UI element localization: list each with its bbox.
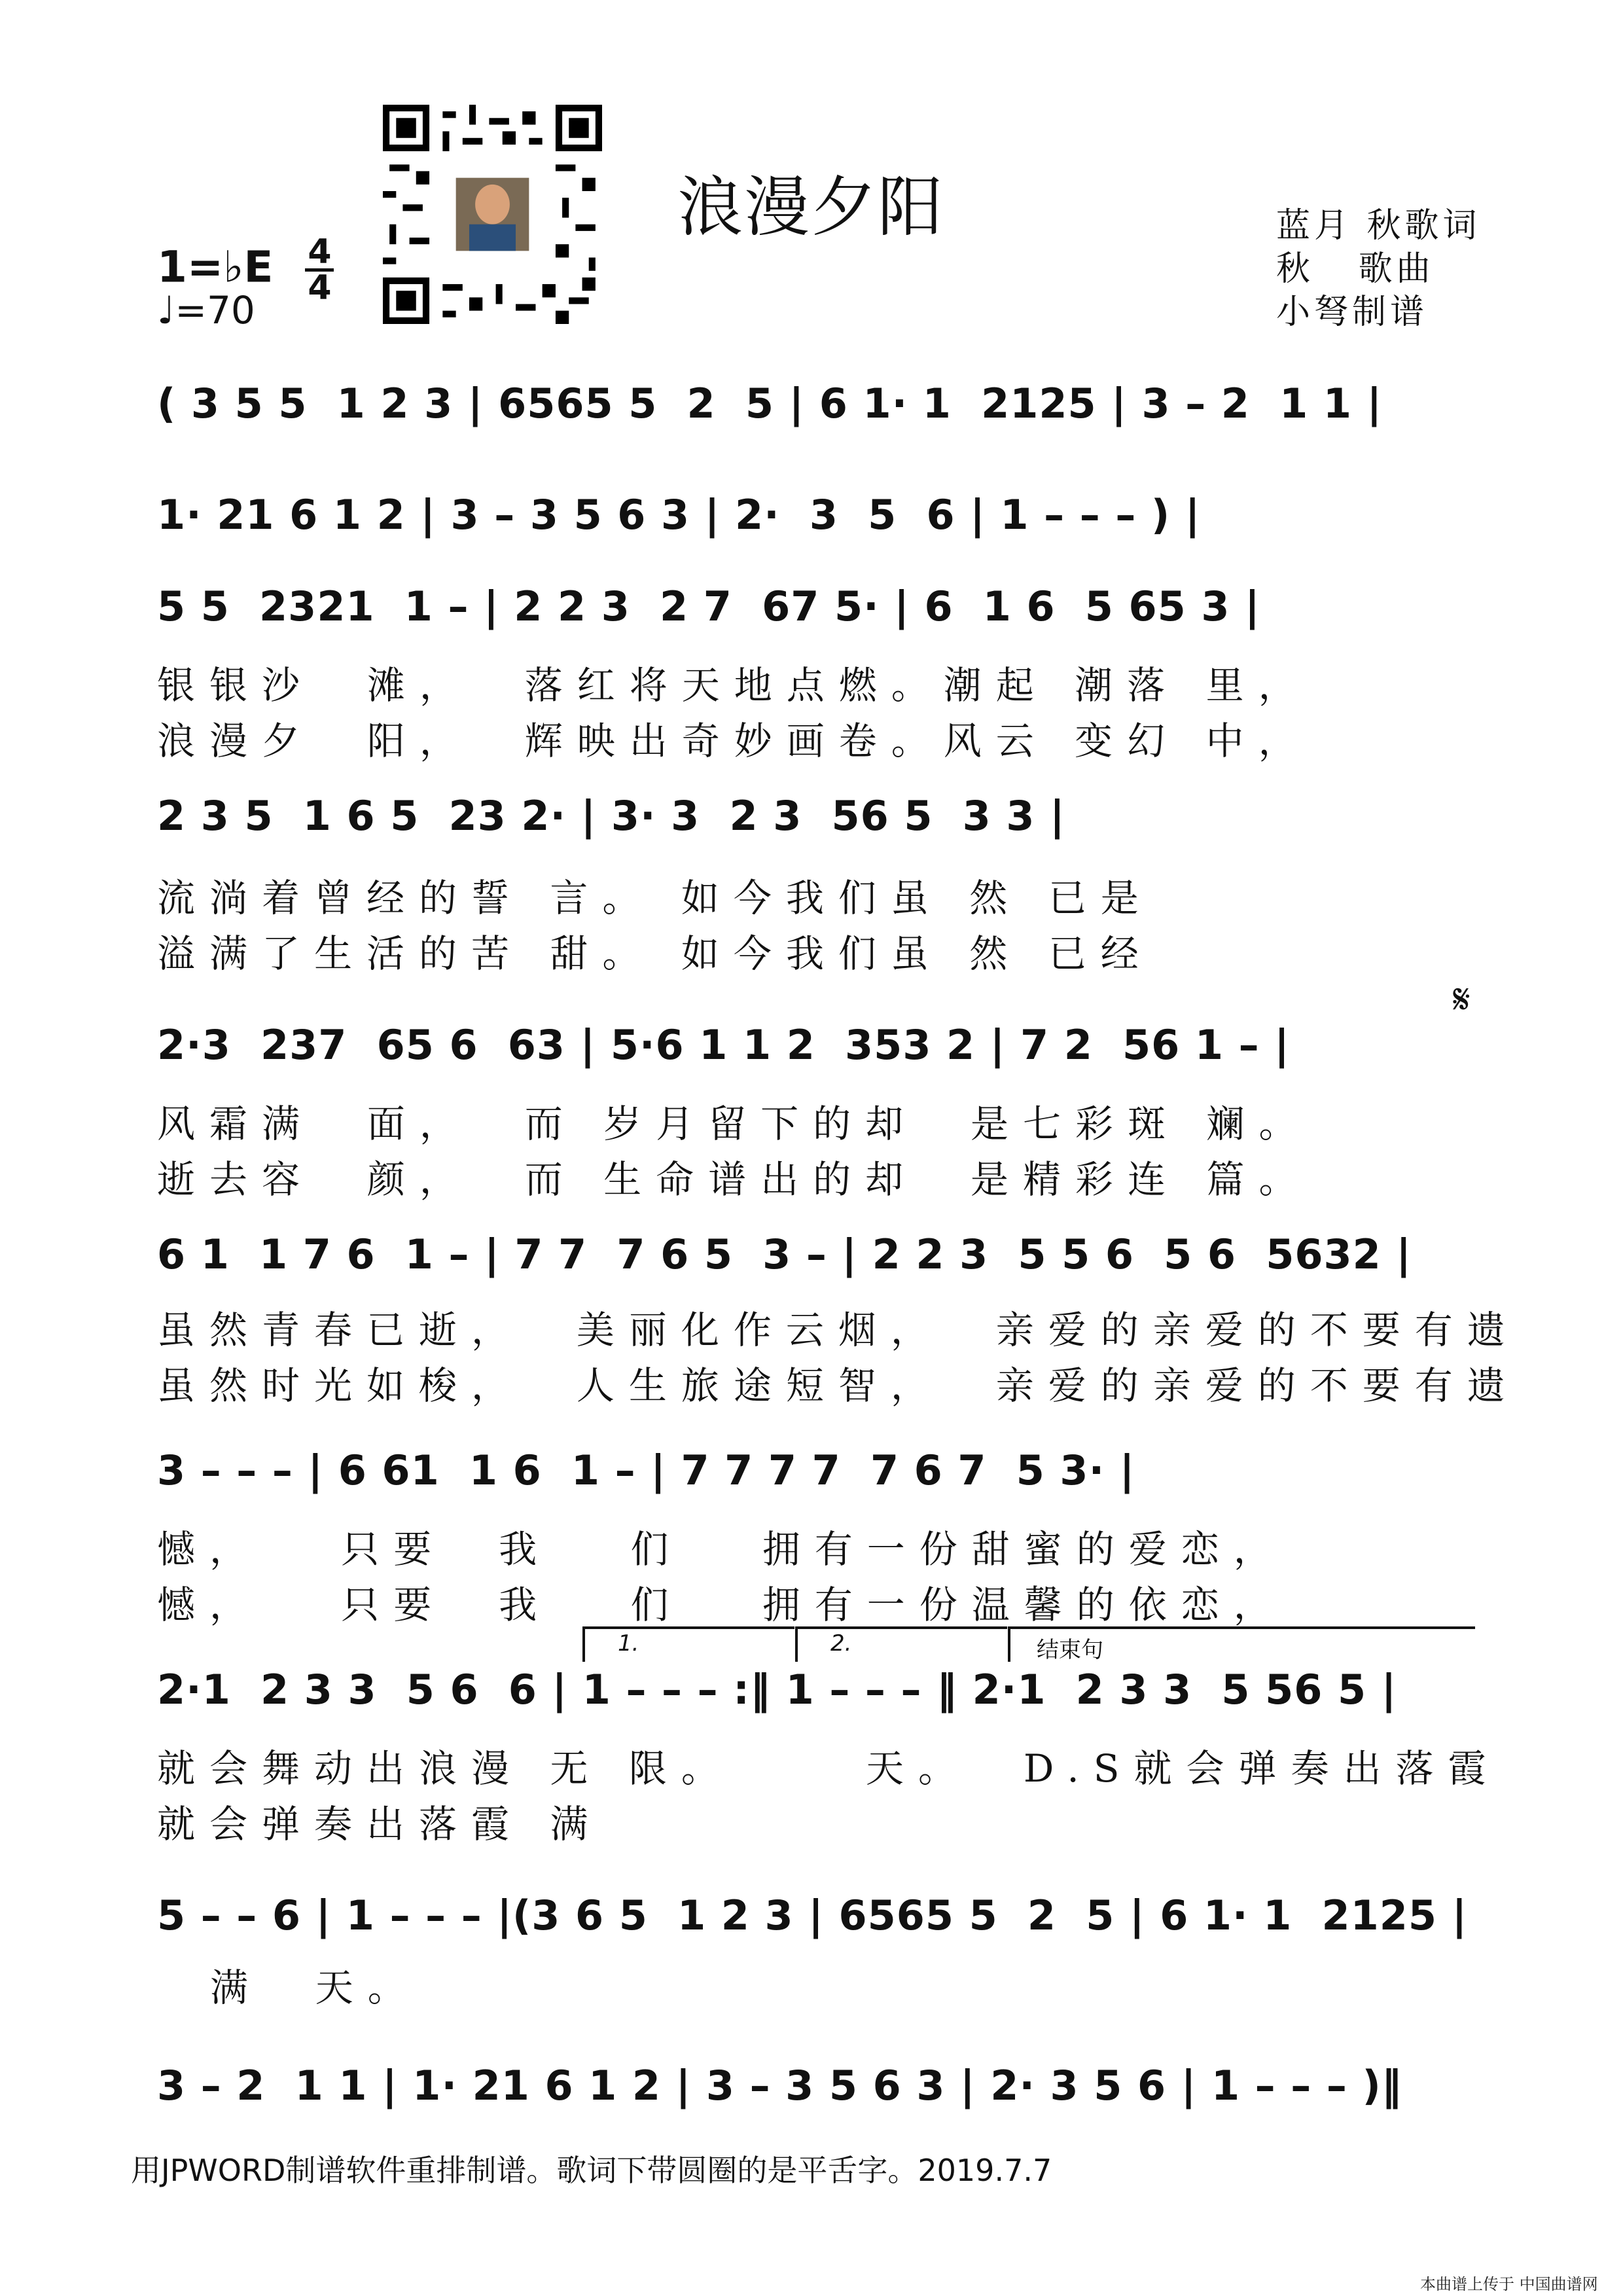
lyric-row-6-verse-1: 虽然青春已逝， 美丽化作云烟， 亲爱的亲爱的不要有遗 <box>157 1308 1520 1352</box>
tempo-marking: ♩=70 <box>157 288 255 332</box>
lyric-row-4-verse-1: 流淌着曾经的誓 言。 如今我们虽 然 已是 <box>157 876 1153 920</box>
time-top: 4 <box>308 232 332 272</box>
lyric-row-8-verse-1: 就会舞动出浪漫 无 限。 天。 D.S就会弹奏出落霞 <box>157 1746 1501 1791</box>
volta-first-label: 1. <box>618 1630 639 1657</box>
volta-first <box>582 1626 794 1662</box>
footer-note: 用JPWORD制谱软件重排制谱。歌词下带圆圈的是平舌字。2019.7.7 <box>131 2153 1052 2188</box>
lyric-row-8-verse-2: 就会弹奏出落霞 满 <box>157 1802 603 1846</box>
notation-row-4: 2 3 5 1 6 5 23 2· | 3· 3 2 3 56 5 3 3 | <box>157 792 1065 840</box>
lyric-row-4-verse-2: 溢满了生活的苦 甜。 如今我们虽 然 已经 <box>157 931 1153 976</box>
notation-row-10: 3 – 2 1 1 | 1· 21 6 1 2 | 3 – 3 5 6 3 | 2· 3 5 6 | 1 – – – )‖ <box>157 2062 1402 2109</box>
qr-code-image <box>383 105 602 324</box>
lyric-row-6-verse-2: 虽然时光如梭， 人生旅途短智， 亲爱的亲爱的不要有遗 <box>157 1363 1520 1408</box>
notation-row-8: 2·1 2 3 3 5 6 6 | 1 – – – :‖ 1 – – – ‖ 2·1 2 3 3 5 56 5 | <box>157 1666 1397 1713</box>
lyric-row-7-verse-1: 憾， 只要 我 们 拥有一份甜蜜的爱恋， <box>157 1527 1286 1571</box>
lyric-row-3-verse-2: 浪漫夕 阳， 辉映出奇妙画卷。风云 变幻 中， <box>157 719 1311 763</box>
volta-ending-label: 结束句 <box>1037 1637 1103 1663</box>
arranger-credit: 小弩制谱 <box>1276 293 1429 332</box>
segno-symbol: 𝄋 <box>1453 975 1471 1023</box>
volta-second <box>795 1626 1007 1662</box>
lyric-row-9-verse-1: 满 天。 <box>157 1965 420 2010</box>
credits <box>1276 204 1481 334</box>
time-bottom: 4 <box>308 268 332 308</box>
notation-row-7: 3 – – – | 6 61 1 6 1 – | 7 7 7 7 7 6 7 5 3· | <box>157 1446 1135 1494</box>
volta-second-label: 2. <box>830 1630 852 1657</box>
notation-row-9: 5 – – 6 | 1 – – – |(3 6 5 1 2 3 | 6565 5 2 5 | 6 1· 1 2125 | <box>157 1892 1468 1939</box>
lyric-row-5-verse-2: 逝去容 颜， 而 生命谱出的却 是精彩连 篇。 <box>157 1157 1311 1202</box>
notation-row-3: 5 5 2321 1 – | 2 2 3 2 7 67 5· | 6 1 6 5 65 3 | <box>157 583 1260 630</box>
song-title: 浪漫夕阳 <box>677 169 944 245</box>
lyric-row-5-verse-1: 风霜满 面， 而 岁月留下的却 是七彩斑 斓。 <box>157 1102 1311 1146</box>
watermark: 本曲谱上传于 中国曲谱网 <box>1420 2275 1598 2293</box>
lyric-row-3-verse-1: 银银沙 滩， 落红将天地点燃。潮起 潮落 里， <box>157 663 1311 708</box>
notation-row-1: ( 3 5 5 1 2 3 | 6565 5 2 5 | 6 1· 1 2125 | 3 – 2 1 1 | <box>157 380 1383 427</box>
notation-row-6: 6 1 1 7 6 1 – | 7 7 7 6 5 3 – | 2 2 3 5 5 6 5 6 5632 | <box>157 1230 1412 1278</box>
notation-row-2: 1· 21 6 1 2 | 3 – 3 5 6 3 | 2· 3 5 6 | 1 – – – ) | <box>157 491 1201 539</box>
lyricist-credit: 蓝月 秋歌词 <box>1276 206 1481 245</box>
time-signature <box>305 232 334 308</box>
composer-credit: 秋 歌曲 <box>1276 249 1435 289</box>
volta-ending <box>1008 1626 1475 1662</box>
notation-row-5: 2·3 237 65 6 63 | 5·6 1 1 2 353 2 | 7 2 56 1 – | <box>157 1021 1290 1069</box>
lyric-row-7-verse-2: 憾， 只要 我 们 拥有一份温馨的依恋， <box>157 1583 1286 1627</box>
key-text: 1=♭E <box>157 242 274 293</box>
